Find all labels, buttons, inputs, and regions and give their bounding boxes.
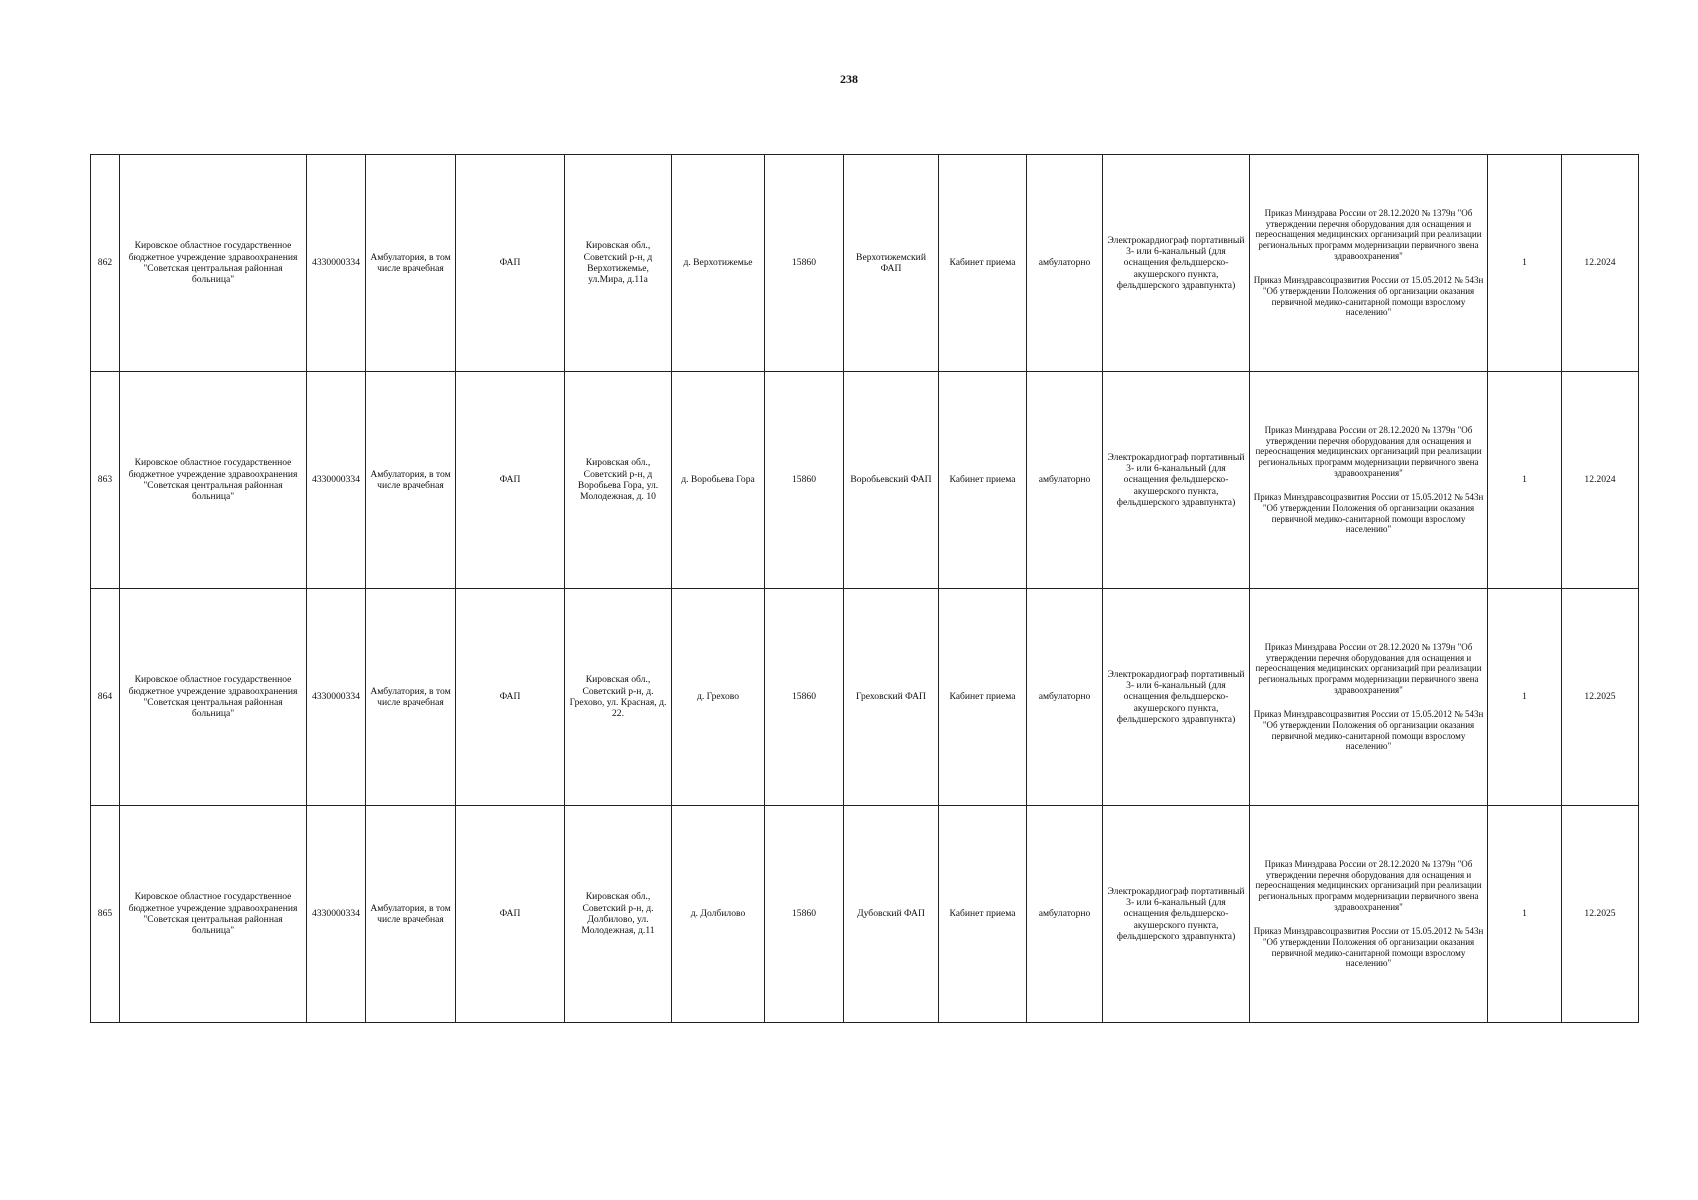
cell-care-form: амбулаторно [1027, 806, 1103, 1023]
legal-order-543n: Приказ Минздравсоцразвития России от 15.05.2012 № 543н "Об утверждении Положения об организации оказания первичной медико-санитарной помощи взрослому населению" [1253, 709, 1484, 752]
cell-code: 15860 [765, 155, 844, 372]
cell-equipment: Электрокардиограф портативный 3- или 6-канальный (для оснащения фельдшерско-акушерского пункта, фельдшерского здравпункта) [1103, 806, 1250, 1023]
cell-settlement: д. Долбилово [672, 806, 765, 1023]
cell-unit: Дубовский ФАП [844, 806, 939, 1023]
legal-order-1379n: Приказ Минздрава России от 28.12.2020 № 1379н "Об утверждении перечня оборудования для оснащения и переоснащения медицинских организаций при реализации региональных программ модернизации первичного звена здравоохранения" [1255, 642, 1482, 695]
table-row [91, 372, 1639, 589]
cell-address: Кировская обл., Советский р-н, д. Грехово, ул. Красная, д. 22. [565, 589, 672, 806]
cell-institution: Кировское областное государственное бюджетное учреждение здравоохранения "Советская центральная районная больница" [120, 589, 307, 806]
cell-address: Кировская обл., Советский р-н, д Воробьева Гора, ул. Молодежная, д. 10 [565, 372, 672, 589]
cell-facility-type: ФАП [456, 806, 565, 1023]
cell-inn: 4330000334 [307, 155, 366, 372]
legal-order-543n: Приказ Минздравсоцразвития России от 15.05.2012 № 543н "Об утверждении Положения об организации оказания первичной медико-санитарной помощи взрослому населению" [1253, 275, 1484, 318]
cell-quantity: 1 [1488, 155, 1562, 372]
legal-order-543n: Приказ Минздравсоцразвития России от 15.05.2012 № 543н "Об утверждении Положения об организации оказания первичной медико-санитарной помощи взрослому населению" [1253, 492, 1484, 535]
cell-facility-type: ФАП [456, 372, 565, 589]
cell-category: Амбулатория, в том числе врачебная [366, 372, 456, 589]
cell-settlement: д. Верхотижемье [672, 155, 765, 372]
table-row [91, 589, 1639, 806]
cell-unit: Греховский ФАП [844, 589, 939, 806]
legal-order-1379n: Приказ Минздрава России от 28.12.2020 № 1379н "Об утверждении перечня оборудования для оснащения и переоснащения медицинских организаций при реализации региональных программ модернизации первичного звена здравоохранения" [1255, 208, 1482, 261]
cell-code: 15860 [765, 806, 844, 1023]
cell-facility-type: ФАП [456, 589, 565, 806]
cell-legal-basis [1250, 589, 1488, 806]
cell-equipment: Электрокардиограф портативный 3- или 6-канальный (для оснащения фельдшерско-акушерского пункта, фельдшерского здравпункта) [1103, 372, 1250, 589]
table-row [91, 155, 1639, 372]
cell-institution: Кировское областное государственное бюджетное учреждение здравоохранения "Советская центральная районная больница" [120, 806, 307, 1023]
cell-date: 12.2024 [1562, 155, 1639, 372]
cell-date: 12.2025 [1562, 806, 1639, 1023]
cell-equipment: Электрокардиограф портативный 3- или 6-канальный (для оснащения фельдшерско-акушерского пункта, фельдшерского здравпункта) [1103, 589, 1250, 806]
cell-address: Кировская обл., Советский р-н, д. Долбилово, ул. Молодежная, д.11 [565, 806, 672, 1023]
cell-quantity: 1 [1488, 372, 1562, 589]
cell-room: Кабинет приема [939, 589, 1027, 806]
cell-row-number: 863 [91, 372, 120, 589]
cell-settlement: д. Грехово [672, 589, 765, 806]
cell-legal-basis [1250, 155, 1488, 372]
cell-institution: Кировское областное государственное бюджетное учреждение здравоохранения "Советская центральная районная больница" [120, 372, 307, 589]
cell-address: Кировская обл., Советский р-н, д Верхотижемье, ул.Мира, д.11а [565, 155, 672, 372]
page-number: 238 [840, 72, 858, 86]
cell-category: Амбулатория, в том числе врачебная [366, 806, 456, 1023]
cell-date: 12.2024 [1562, 372, 1639, 589]
cell-equipment: Электрокардиограф портативный 3- или 6-канальный (для оснащения фельдшерско-акушерского пункта, фельдшерского здравпункта) [1103, 155, 1250, 372]
cell-facility-type: ФАП [456, 155, 565, 372]
cell-care-form: амбулаторно [1027, 372, 1103, 589]
cell-inn: 4330000334 [307, 372, 366, 589]
cell-row-number: 865 [91, 806, 120, 1023]
legal-order-543n: Приказ Минздравсоцразвития России от 15.05.2012 № 543н "Об утверждении Положения об организации оказания первичной медико-санитарной помощи взрослому населению" [1253, 926, 1484, 969]
cell-code: 15860 [765, 372, 844, 589]
cell-legal-basis [1250, 372, 1488, 589]
cell-care-form: амбулаторно [1027, 589, 1103, 806]
cell-room: Кабинет приема [939, 372, 1027, 589]
equipment-registry-table [90, 154, 1639, 1023]
cell-category: Амбулатория, в том числе врачебная [366, 155, 456, 372]
cell-category: Амбулатория, в том числе врачебная [366, 589, 456, 806]
table-row [91, 806, 1639, 1023]
cell-legal-basis [1250, 806, 1488, 1023]
cell-row-number: 864 [91, 589, 120, 806]
cell-institution: Кировское областное государственное бюджетное учреждение здравоохранения "Советская центральная районная больница" [120, 155, 307, 372]
cell-inn: 4330000334 [307, 589, 366, 806]
cell-unit: Воробьевский ФАП [844, 372, 939, 589]
cell-date: 12.2025 [1562, 589, 1639, 806]
cell-room: Кабинет приема [939, 806, 1027, 1023]
cell-inn: 4330000334 [307, 806, 366, 1023]
cell-unit: Верхотижемский ФАП [844, 155, 939, 372]
cell-room: Кабинет приема [939, 155, 1027, 372]
cell-settlement: д. Воробьева Гора [672, 372, 765, 589]
cell-quantity: 1 [1488, 589, 1562, 806]
cell-row-number: 862 [91, 155, 120, 372]
legal-order-1379n: Приказ Минздрава России от 28.12.2020 № 1379н "Об утверждении перечня оборудования для оснащения и переоснащения медицинских организаций при реализации региональных программ модернизации первичного звена здравоохранения" [1255, 425, 1482, 478]
cell-quantity: 1 [1488, 806, 1562, 1023]
cell-code: 15860 [765, 589, 844, 806]
legal-order-1379n: Приказ Минздрава России от 28.12.2020 № 1379н "Об утверждении перечня оборудования для оснащения и переоснащения медицинских организаций при реализации региональных программ модернизации первичного звена здравоохранения" [1255, 859, 1482, 912]
cell-care-form: амбулаторно [1027, 155, 1103, 372]
